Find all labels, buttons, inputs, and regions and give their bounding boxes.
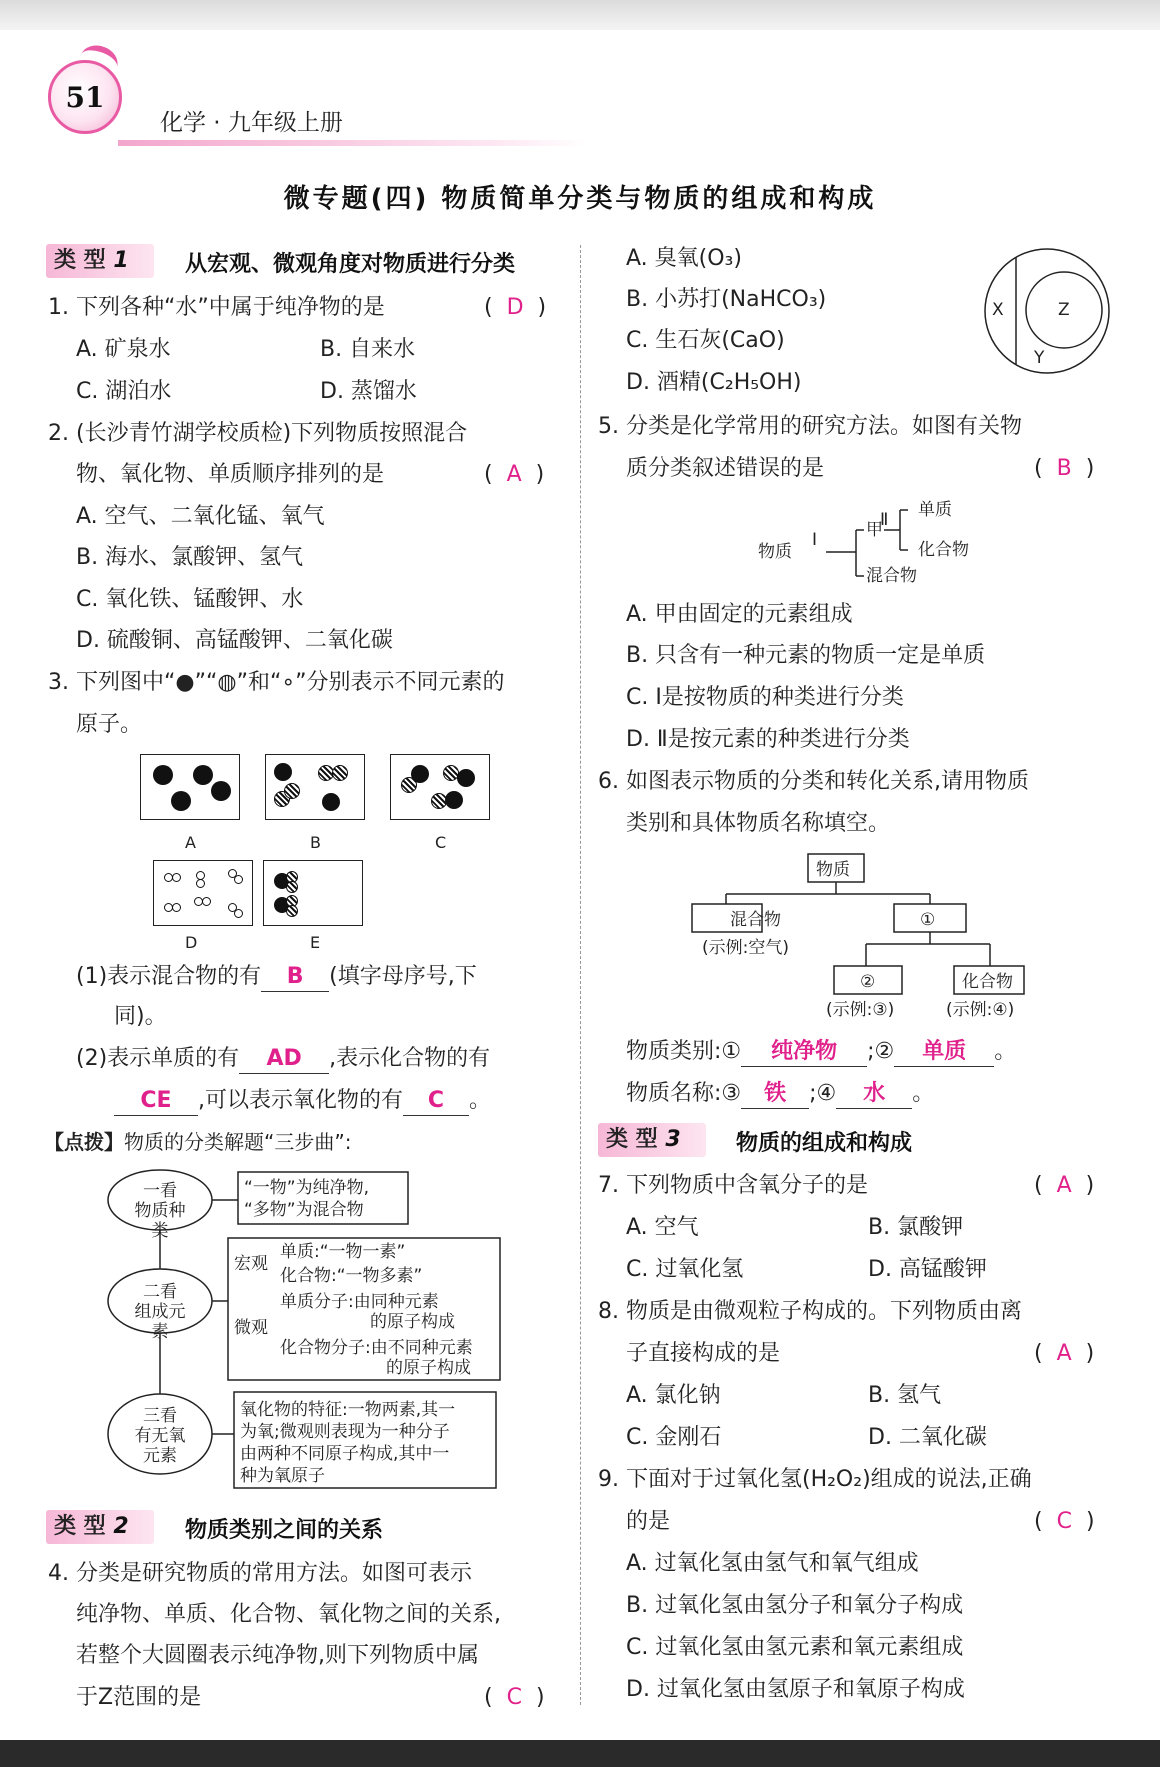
q1-option-b: B. 自来水 (320, 337, 416, 362)
hatched-atom (286, 905, 298, 917)
q1-paren-close: ) (537, 295, 547, 320)
step1-label: 一看 物质种类 (134, 1181, 186, 1241)
q9-option-d: D. 过氧化氢由氢原子和氧原子构成 (626, 1677, 965, 1702)
q3-sub2-mid2: ,可以表示氧化物的有 (198, 1088, 403, 1113)
type-tag-label: 类 型 (606, 1127, 658, 1152)
type-tag-number: 3 (665, 1127, 681, 1152)
q4-option-b: B. 小苏打(NaHCO₃) (626, 287, 827, 312)
type-3-title: 物质的组成和构成 (736, 1131, 913, 1156)
q3-sub2-mid: ,表示化合物的有 (329, 1046, 491, 1071)
q1-answer-bracket (484, 294, 546, 322)
column-divider (580, 245, 581, 1705)
q8-answer: A (1056, 1341, 1072, 1366)
q6-line1-mid: ;② (867, 1039, 895, 1064)
step2-label: 二看 组成元素 (134, 1282, 186, 1342)
q3-sub1-pre: (1)表示混合物的有 (76, 964, 262, 989)
step3-box-line3: 由两种不同原子构成,其中一 (240, 1444, 450, 1464)
q3-stem-line2: 原子。 (76, 712, 143, 737)
tip-head: 【点拨】 (44, 1130, 124, 1154)
q6-answer-3: 铁 (741, 1080, 809, 1109)
small-atom (172, 873, 181, 882)
q6-line2-pre: 物质名称:③ (626, 1081, 742, 1106)
q5-huahewu: 化合物 (918, 540, 969, 560)
q3-sub2-answer2: CE (114, 1087, 198, 1116)
particle-box-e (263, 860, 363, 926)
venn-label-y: Y (1034, 348, 1045, 368)
q7-paren-open: ( (1034, 1173, 1043, 1198)
q9-option-c: C. 过氧化氢由氢元素和氧元素组成 (626, 1635, 964, 1660)
q6-tree-diagram (690, 852, 1050, 1022)
q8-stem-line1: 8. 物质是由微观粒子构成的。下列物质由离 (598, 1299, 1022, 1324)
micro-label: 微观 (234, 1318, 268, 1338)
q2-option-c: C. 氧化铁、锰酸钾、水 (76, 587, 304, 612)
q7-stem: 7. 下列物质中含氧分子的是 (598, 1173, 868, 1198)
page-title: 微专题(四) 物质简单分类与物质的组成和构成 (283, 184, 877, 214)
small-atom (196, 879, 205, 888)
tree-node2: ② (860, 972, 876, 992)
q4-option-a: A. 臭氧(O₃) (626, 246, 742, 271)
q5-jia: 甲 (866, 520, 883, 540)
q3-sub2-pre: (2)表示单质的有 (76, 1046, 240, 1071)
q3-sub1-cont: 同)。 (114, 1004, 167, 1029)
q3-sub2-line2 (114, 1087, 491, 1116)
black-atom (193, 765, 213, 785)
q1-option-c: C. 湖泊水 (76, 379, 172, 404)
q9-paren-open: ( (1034, 1509, 1043, 1534)
q6-line2-mid: ;④ (809, 1081, 837, 1106)
q8-paren-open: ( (1034, 1341, 1043, 1366)
q5-danzhi: 单质 (918, 500, 952, 520)
step2-box-line6: 的原子构成 (386, 1358, 471, 1378)
tree-hhw: 化合物 (962, 972, 1013, 992)
q7-option-a: A. 空气 (626, 1215, 699, 1240)
q2-paren-open: ( (484, 462, 493, 487)
type-tag-3 (598, 1123, 706, 1157)
q9-answer-bracket (1034, 1508, 1095, 1536)
q2-option-b: B. 海水、氯酸钾、氢气 (76, 545, 304, 570)
q8-stem-line2: 子直接构成的是 (626, 1341, 781, 1366)
q7-option-c: C. 过氧化氢 (626, 1257, 744, 1282)
black-atom (445, 791, 463, 809)
q4-paren-close: ) (535, 1685, 545, 1710)
q1-option-d: D. 蒸馏水 (320, 379, 417, 404)
step2-box-line5: 化合物分子:由不同种元素 (280, 1338, 473, 1358)
q3-stem-line1: 3. 下列图中“●”“◍”和“∘”分别表示不同元素的 (48, 670, 505, 695)
q5-option-a: A. 甲由固定的元素组成 (626, 602, 853, 627)
q8-option-d: D. 二氧化碳 (868, 1425, 987, 1450)
particle-box-a (140, 754, 240, 820)
box-label-b: B (310, 833, 321, 852)
scan-bottom-edge (0, 1740, 1160, 1767)
step2-box-line4: 的原子构成 (370, 1312, 455, 1332)
q7-option-d: D. 高锰酸钾 (868, 1257, 987, 1282)
q2-paren-close: ) (535, 462, 545, 487)
q6-answer-4: 水 (836, 1080, 912, 1109)
tree-mix-example: (示例:空气) (702, 938, 789, 958)
step3-oval-text (134, 1406, 186, 1466)
q5-answer: B (1056, 456, 1072, 481)
step3-label: 三看 有无氧 元素 (134, 1406, 186, 1466)
q6-line1-pre: 物质类别:① (626, 1039, 742, 1064)
q5-stem-line2: 质分类叙述错误的是 (626, 456, 825, 481)
step2-box-line1: 单质:“一物一素” (280, 1242, 406, 1262)
tree-mix: 混合物 (730, 910, 781, 930)
type-tag-1 (46, 244, 154, 278)
particle-box-d (153, 860, 253, 926)
macro-label: 宏观 (234, 1254, 268, 1274)
q2-stem-line1: 2. (长沙青竹湖学校质检)下列物质按照混合 (48, 421, 468, 446)
q1-option-a: A. 矿泉水 (76, 337, 171, 362)
q5-label-2: Ⅱ (880, 510, 889, 530)
tree-node2-example: (示例:③) (826, 1000, 895, 1020)
q3-sub2-answer: AD (239, 1045, 329, 1074)
small-atom (234, 909, 243, 918)
type-tag-number: 1 (113, 248, 129, 273)
black-atom (411, 765, 429, 783)
q4-option-d: D. 酒精(C₂H₅OH) (626, 370, 802, 395)
q4-line3: 若整个大圆圈表示纯净物,则下列物质中属 (76, 1643, 479, 1668)
q3-sub1 (76, 963, 477, 992)
q4-line1: 4. 分类是研究物质的常用方法。如图可表示 (48, 1561, 472, 1586)
q9-option-b: B. 过氧化氢由氢分子和氧分子构成 (626, 1593, 964, 1618)
type-1-title: 从宏观、微观角度对物质进行分类 (185, 252, 516, 277)
tip-line (44, 1128, 351, 1156)
q8-option-c: C. 金刚石 (626, 1425, 722, 1450)
q6-answer-2: 单质 (894, 1038, 994, 1067)
venn-label-z: Z (1058, 300, 1070, 320)
q1-answer: D (506, 295, 524, 320)
q5-paren-close: ) (1085, 456, 1095, 481)
step1-box-line2: “多物”为混合物 (244, 1200, 364, 1220)
step2-oval-text (134, 1282, 186, 1342)
q5-answer-bracket (1034, 455, 1094, 483)
q5-paren-open: ( (1034, 456, 1043, 481)
type-tag-label: 类 型 (54, 248, 106, 273)
q6-name-line (626, 1080, 934, 1109)
type-tag-2 (46, 1510, 154, 1544)
q9-stem-line2: 的是 (626, 1509, 671, 1534)
black-atom (322, 793, 340, 811)
q2-stem-line2: 物、氧化物、单质顺序排列的是 (76, 462, 385, 487)
step2-box-line2: 化合物:“一物多素” (280, 1266, 423, 1286)
q8-option-b: B. 氢气 (868, 1383, 942, 1408)
tree-hhw-example: (示例:④) (946, 1000, 1015, 1020)
black-atom (171, 791, 191, 811)
small-atom (202, 897, 211, 906)
q4-answer-bracket (484, 1684, 545, 1712)
box-label-c: C (435, 833, 447, 852)
q8-option-a: A. 氯化钠 (626, 1383, 721, 1408)
q9-paren-close: ) (1085, 1509, 1095, 1534)
particle-box-c (390, 754, 490, 820)
q7-answer-bracket (1034, 1172, 1094, 1200)
q7-answer: A (1056, 1173, 1072, 1198)
q5-option-d: D. Ⅱ是按元素的种类进行分类 (626, 727, 910, 752)
q4-line2: 纯净物、单质、化合物、氧化物之间的关系, (76, 1602, 501, 1627)
q2-option-a: A. 空气、二氧化锰、氧气 (76, 504, 325, 529)
black-atom (153, 765, 173, 785)
tree-root: 物质 (816, 860, 850, 880)
q2-answer-bracket (484, 461, 544, 489)
q5-stem-line1: 5. 分类是化学常用的研究方法。如图有关物 (598, 414, 1022, 439)
black-atom (457, 769, 475, 787)
q8-paren-close: ) (1085, 1341, 1095, 1366)
step3-box-line2: 为氧;微观则表现为一种分子 (240, 1422, 450, 1442)
q9-option-a: A. 过氧化氢由氢气和氧气组成 (626, 1551, 919, 1576)
step1-box-line1: “一物”为纯净物, (244, 1178, 370, 1198)
q5-root: 物质 (758, 542, 792, 562)
q4-option-c: C. 生石灰(CaO) (626, 328, 785, 353)
q9-stem-line1: 9. 下面对于过氧化氢(H₂O₂)组成的说法,正确 (598, 1467, 1032, 1492)
tree-node1: ① (920, 910, 936, 930)
q7-paren-close: ) (1085, 1173, 1095, 1198)
small-atom (234, 875, 243, 884)
type-tag-number: 2 (113, 1514, 129, 1539)
q1-paren-open: ( (484, 295, 493, 320)
box-label-e: E (310, 933, 321, 952)
step1-oval-text (134, 1181, 186, 1241)
hatched-atom (284, 783, 300, 799)
scan-top-edge (0, 0, 1160, 30)
type-tag-label: 类 型 (54, 1514, 106, 1539)
q3-sub1-answer: B (261, 963, 329, 992)
venn-label-x: X (992, 300, 1004, 320)
black-atom (274, 763, 292, 781)
q3-sub2 (76, 1045, 490, 1074)
q4-answer: C (506, 1685, 522, 1710)
q5-option-c: C. Ⅰ是按物质的种类进行分类 (626, 685, 904, 710)
q4-line4: 于Z范围的是 (76, 1685, 202, 1710)
step3-box-line1: 氧化物的特征:一物两素,其一 (240, 1400, 456, 1420)
q6-stem-line2: 类别和具体物质名称填空。 (626, 811, 891, 836)
black-atom (211, 781, 231, 801)
q5-option-b: B. 只含有一种元素的物质一定是单质 (626, 643, 986, 668)
step3-box-line4: 种为氧原子 (240, 1466, 325, 1486)
q3-sub1-post: (填字母序号,下 (329, 964, 477, 989)
q5-hunhewu: 混合物 (866, 566, 917, 586)
q2-option-d: D. 硫酸铜、高锰酸钾、二氧化碳 (76, 628, 393, 653)
q6-line1-end: 。 (994, 1039, 1017, 1064)
q7-option-b: B. 氯酸钾 (868, 1215, 964, 1240)
small-atom (172, 903, 181, 912)
particle-box-b (265, 754, 365, 820)
box-label-a: A (185, 833, 196, 852)
hatched-atom (286, 881, 298, 893)
book-title: 化学 · 九年级上册 (160, 110, 343, 136)
q6-answer-1: 纯净物 (741, 1038, 867, 1067)
q9-answer: C (1056, 1509, 1072, 1534)
type-2-title: 物质类别之间的关系 (185, 1518, 384, 1543)
step2-box-line3: 单质分子:由同种元素 (280, 1292, 439, 1312)
q3-sub2-answer3: C (403, 1087, 469, 1116)
page-number: 51 (65, 81, 105, 114)
hatched-atom (332, 765, 348, 781)
q6-line2-end: 。 (912, 1081, 935, 1106)
q3-sub2-end: 。 (469, 1088, 492, 1113)
box-label-d: D (185, 933, 198, 952)
q6-category-line (626, 1038, 1016, 1067)
tip-text: 物质的分类解题“三步曲”: (124, 1130, 352, 1154)
q4-paren-open: ( (484, 1685, 493, 1710)
header-divider (118, 140, 588, 146)
q2-answer: A (506, 462, 522, 487)
q8-answer-bracket (1034, 1340, 1094, 1368)
q1-stem: 1. 下列各种“水”中属于纯净物的是 (48, 295, 385, 320)
q6-stem-line1: 6. 如图表示物质的分类和转化关系,请用物质 (598, 769, 1029, 794)
q5-label-1: Ⅰ (812, 530, 818, 550)
